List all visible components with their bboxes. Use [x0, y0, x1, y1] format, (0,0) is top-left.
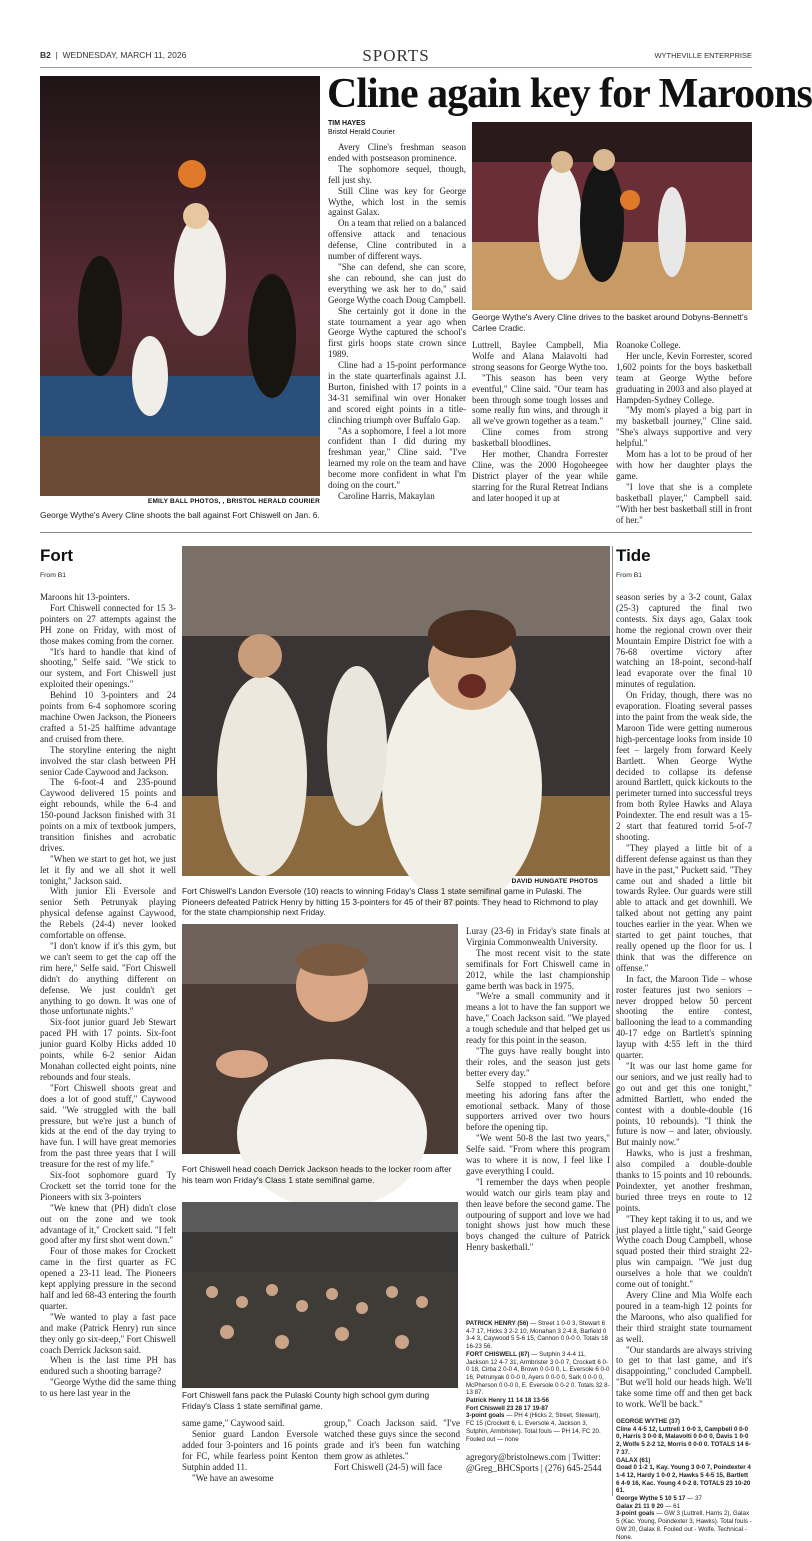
second-photo-caption: George Wythe's Avery Cline drives to the basket around Dobyns-Bennett's Carlee Cradic. — [472, 312, 748, 333]
paragraph: Six-foot sophomore guard Ty Crockett set the torrid tone for the Pioneers with six 3-pointers — [40, 1170, 176, 1202]
paragraph: Her mother, Chandra Forrester Cline, was the 2000 Hogoheegee District player of the year while starring for the Rural Retreat Indians and later hooped it up at — [472, 449, 608, 503]
top-story-column-1 — [328, 142, 466, 522]
paragraph: "We have an awesome — [192, 1472, 274, 1483]
fans-photo — [182, 1202, 458, 1388]
main-photo-credit: EMILY BALL PHOTOS, , BRISTOL HERALD COURIER — [147, 498, 320, 505]
paragraph: "Fort Chiswell shoots great and does a lot of good stuff," Caywood said. "We struggled with the ball pressure, but we're just a bunch of kids at the end of the day trying to have fun. I will have great memories from the past three years that I will treasure for the rest of my life." — [40, 1082, 176, 1170]
fort-main-photo — [182, 546, 610, 876]
coach-photo — [182, 924, 458, 1154]
box-line: 3-point goals — GW 3 (Luttrell, Harris 2), Galax 5 (Kac. Young, Poindexter 3, Hawks). Total fouls - GW 20, Galax 8. Fouled out - Wolfe. Technical - None. — [616, 1510, 752, 1541]
top-story-column-3 — [616, 340, 752, 525]
paragraph: "My mom's played a big part in my basketball journey," Cline said. "She's always supportive and very helpful." — [616, 405, 752, 449]
paragraph: Maroons hit 13-pointers. — [40, 592, 130, 602]
paragraph: "This season has been very eventful," Cline said. "Our team has been through some tough losses and some really fun wins, and through it all we've grown together as a team." — [472, 372, 608, 427]
fort-main-photo-credit: DAVID HUNGATE PHOTOS — [511, 878, 598, 885]
paragraph: "They played a little bit of a different defense against us than they have in the past," Puckett said. "They came out and shaded a little bit towards Rylee. Our guards were still able to attack and get downhill. We talked about not getting any paint touches earlier in the year. When we started to get paint touches, that really opened up the floor for us. I think that was the difference on offense." — [616, 842, 752, 973]
box-line: Galax 21 11 9 20 — 61 — [616, 1502, 681, 1510]
paragraph: She certainly got it done in the state tournament a year ago when George Wythe captured the school's first girls hoops state crown since 1989. — [328, 305, 466, 360]
tide-jump-head: Tide — [616, 546, 651, 565]
paragraph: Her uncle, Kevin Forrester, scored 1,602 points for the boys basketball team at George Wythe before graduating in 2003 and also played at Hampden-Sydney College. — [616, 350, 752, 405]
publication-name: WYTHEVILLE ENTERPRISE — [654, 51, 752, 60]
paragraph: Behind 10 3-pointers and 24 points from 6-4 sophomore scoring machine Owen Jackson, the Pioneers crafted a 51-25 halftime advantage and cruised from there. — [40, 690, 176, 744]
section-divider — [40, 532, 752, 533]
paragraph: "When we start to get hot, we just let it fly and we all shot it well tonight," Jackson said. — [40, 853, 176, 886]
fort-column-4 — [466, 926, 610, 1318]
paragraph: With junior Eli Eversole and senior Seth Petrunyak playing physical defense against Caywood, the Rebels (24-4) never looked comfortable on offense. — [40, 886, 176, 941]
paragraph: The 6-foot-4 and 235-pound Caywood delivered 15 points and eight rebounds, while the 6-4 and 150-pound Jackson finished with 31 points on a mix of textbook jumpers, transition finishes and acrobatic drives. — [40, 777, 176, 853]
paragraph: group," Coach Jackson said. "I've watched these guys since the second grade and it's been fun watching them grow as athletes." — [324, 1418, 460, 1461]
paragraph: Cline comes from strong basketball bloodlines. — [472, 427, 608, 449]
top-story-column-2 — [472, 340, 608, 522]
paragraph: In fact, the Maroon Tide – whose roster features just two seniors – never dropped below 50 percent shooting the entire contest, ballooning the lead to a commanding 40-17 edge on Bartlett's spinning layup with 4:55 left in the third quarter. — [616, 973, 752, 1061]
main-photo-caption: George Wythe's Avery Cline shoots the ball against Fort Chiswell on Jan. 6. — [40, 510, 320, 520]
paragraph: Avery Cline's freshman season ended with postseason prominence. — [328, 142, 466, 163]
paragraph: "It was our last home game for our seniors, and we just really had to go out and get this one tonight," admitted Bartlett, who ended the contest with a double-double (16 points, 10 rebounds). "I think the future is now – and later, obviously. But mainly now." — [616, 1060, 752, 1148]
section-title: SPORTS — [362, 46, 430, 65]
box-line: George Wythe 5 10 5 17 — 37 — [616, 1495, 702, 1503]
box-line: GALAX (61) — [616, 1456, 651, 1464]
paragraph: "We're a small community and it means a lot to have the fan support we have," Coach Jackson said. "We played a tough schedule and that helped get us ready for this point in the season. — [466, 991, 610, 1046]
fort-column-2 — [182, 1418, 318, 1500]
paragraph: Fort Chiswell (24-5) will face — [334, 1461, 443, 1472]
paragraph: "I remember the days when people would watch our girls team play and then leave before the second game. The outpouring of support and love we had tonight shows just how much these boys changed the culture of Patrick Henry basketball." — [466, 1176, 610, 1253]
paragraph: Caroline Harris, Makaylan — [338, 491, 435, 501]
coach-photo-caption: Fort Chiswell head coach Derrick Jackson heads to the locker room after his team won Friday's Class 1 state semifinal game. — [182, 1164, 452, 1185]
paragraph: Avery Cline and Mia Wolfe each poured in a team-high 12 points for the Maroons, who also qualified for their third straight state tournament as well. — [616, 1290, 752, 1344]
paragraph: Roanoke College. — [616, 340, 681, 350]
paragraph: Hawks, who is just a freshman, also compiled a double-double thanks to 15 points and 10 rebounds. Poindexter, yet another freshman, buried three treys en route to 12 points. — [616, 1148, 752, 1213]
paragraph: "We went 50-8 the last two years," Selfe said. "From where this program was to where it is now, I feel like I gave everything I could. — [466, 1133, 610, 1176]
fort-jump-from: From B1 — [40, 572, 67, 579]
page-header — [40, 46, 752, 68]
main-photo — [40, 76, 320, 496]
fort-main-photo-caption: Fort Chiswell's Landon Eversole (10) reacts to winning Friday's Class 1 state semifinal game in Pulaski. The Pioneers defeated Patrick Henry by hitting 15 3-pointers for 45 of their 87 points. They head to Richmond to play for the state championship next Friday. — [182, 886, 599, 918]
box-line: FORT CHISWELL (87) — Sutphin 3 4-4 11, Jackson 12 4-7 31, Armbrister 3 0-0 7, Crockett 6 0-0 18, Cirba 2 0-0 4, Brown 0 0-0 0, L. Eversole 6 0-0 16, Petrunyak 0 0-0 0, Ayers 0 0-0 0, Sark 0 0-0 0, McPherson 0 0-0 0, E. Eversole 0 0-2 0. Totals 32 8-13 87. — [466, 1350, 610, 1397]
fort-jump-head: Fort — [40, 546, 74, 565]
box-line: Goad 0 1-2 1, Kay. Young 3 0-0 7, Poindexter 4 1-4 12, Hardy 1 0-0 2, Hawks 5 4-5 15, Bartlett 6 4-9 16, Kac. Young 4 0-2 8. TOTALS 23 10-20 61. — [616, 1464, 751, 1495]
tide-jump-from: From B1 — [616, 572, 643, 579]
paragraph: Still Cline was key for George Wythe, which lost in the semis against Galax. — [328, 185, 466, 218]
paragraph: "As a sophomore, I feel a lot more confident than I did during my freshman year," Cline said. "I've learned my role on the team and have become more confident in what I'm doing on the court." — [328, 425, 466, 491]
paragraph: "We wanted to play a fast pace and make (Patrick Henry) run since they only go six-deep," Fort Chiswell coach Derrick Jackson said. — [40, 1311, 176, 1355]
paragraph: "George Wythe did the same thing to us here last year in the — [40, 1377, 176, 1399]
box-line: Patrick Henry 11 14 18 13-56 — [466, 1397, 549, 1405]
page-number-date: B2 | WEDNESDAY, MARCH 11, 2026 — [40, 50, 187, 60]
paragraph: "The guys have really bought into their roles, and the season just gets better every day." — [466, 1045, 610, 1078]
paragraph: The storyline entering the night involved the star clash between PH senior Cade Caywood and Jackson. — [40, 744, 176, 777]
paragraph: Six-foot junior guard Jeb Stewart paced PH with 17 points. Six-foot junior guard Kolby Hicks added 10 points, while 6-2 senior Aidan Monahan collected eight points, nine rebounds and four steals. — [40, 1017, 176, 1082]
paragraph: "Our standards are always striving to get to that last game, and it's disappointing," concluded Campbell. "But we'll hold our heads high. We'll take some time off and then get back to work. We'll be back." — [616, 1344, 752, 1410]
box-line: 3-point goals — PH 4 (Hicks 2, Street, Stewart), FC 15 (Crockett 6, L. Eversole 4, Jackson 3, Sutphin, Armbrister). Total fouls — PH 14, FC 20. Fouled out — none — [466, 1412, 601, 1443]
box-line: Cline 4 4-5 12, Luttrell 1 0-0 3, Campbell 0 0-0 0, Harris 3 0-0 8, Malavolti 0 0-0 0, Davis 1 0-0 2, Wolfe 5 2-2 12, Morris 0 0-0 0. TOTALS 14 6-7 37. — [616, 1425, 751, 1456]
tide-column — [616, 592, 752, 1416]
paragraph: Fort Chiswell connected for 15 3-pointers on 27 attempts against the PH zone on Friday, with most of those makes coming from the corner. — [40, 602, 176, 646]
box-line: PATRICK HENRY (56) — Street 1 0-0 3, Stewart 6 4-7 17, Hicks 3 2-2 10, Monahan 3 2-4 8, Barfield 0 3-4 3, Caywood 5 5-6 15, Cannon 0 0-0 0. Totals 18 16-23 56. — [466, 1320, 608, 1351]
paragraph: Luray (23-6) in Friday's state finals at Virginia Commonwealth University. — [466, 926, 610, 947]
paragraph: "We knew that (PH) didn't close out on the zone and we took advantage of it," Crockett said. "I felt good after my first shot went down." — [40, 1202, 176, 1246]
paragraph: same game," Caywood said. — [182, 1418, 285, 1428]
fans-photo-caption: Fort Chiswell fans pack the Pulaski County high school gym during Friday's Class 1 state semifinal game. — [182, 1390, 430, 1411]
box-line: GEORGE WYTHE (37) — [616, 1418, 680, 1425]
paragraph: On a team that relied on a balanced offensive attack and tenacious defense, Cline contributed in a number of different ways. — [328, 218, 466, 262]
byline: TIM HAYES Bristol Herald Courier — [328, 120, 395, 136]
paragraph: "They kept taking it to us, and we just played a little tight," said George Wythe coach Doug Campbell, whose squad posted their third straight 22-plus win campaign. "We just dug ourselves a hole that we couldn't come out of tonight." — [616, 1213, 752, 1290]
column-divider — [612, 546, 613, 1496]
paragraph: When is the last time PH has endured such a shooting barrage? — [40, 1355, 176, 1377]
paragraph: Cline had a 15-point performance in the state quarterfinals against J.I. Burton, finished with 17 points in a 34-31 semifinal win over Honaker and scored eight points in a title-clinching triumph over Buffalo Gap. — [328, 360, 466, 425]
fort-column-3 — [324, 1418, 460, 1500]
paragraph: Senior guard Landon Eversole added four 3-pointers and 16 points for FC, while fearless point Kenton Sutphin added 11. — [182, 1428, 318, 1472]
paragraph: The most recent visit to the state semifinals for Fort Chiswell came in 2012, while the last championship game berth was back in 1975. — [466, 947, 610, 991]
fort-column-1 — [40, 592, 176, 1492]
second-photo — [472, 122, 752, 310]
tide-boxscore — [616, 1418, 752, 1541]
paragraph: Mom has a lot to be proud of her with how her daughter plays the game. — [616, 449, 752, 481]
fort-boxscore — [466, 1320, 610, 1446]
paragraph: "It's hard to handle that kind of shooting," Selfe said. "We stick to our system, and Fort Chiswell just exploited their openings." — [40, 646, 176, 690]
paragraph: "I love that she is a complete basketball player," Campbell said. "With her best basketball still in front of her." — [616, 481, 752, 525]
box-line: Fort Chiswell 23 28 17 19-87 — [466, 1404, 549, 1412]
paragraph: "She can defend, she can score, she can rebound, she can just do everything we ask her to do," said George Wythe coach Doug Campbell. — [328, 261, 466, 305]
paragraph: season series by a 3-2 count, Galax (25-3) captured the final two contests. Six days ago, Galax took home the regional crown over their Mountain Empire District foe with a 76-68 overtime victory after watching an 18-point, second-half lead evaporate over the final 10 minutes of regulation. — [616, 592, 752, 690]
paragraph: Selfe stopped to reflect before meeting his adoring fans after the emotional setback. Many of those supporters arrived over two hours before the opening tip. — [466, 1078, 610, 1133]
paragraph: The sophomore sequel, though, fell just shy. — [328, 163, 466, 185]
paragraph: Four of those makes for Crockett came in the first quarter as FC opened a 23-11 lead. The Pioneers kept applying pressure in the second half and led 68-43 entering the fourth quarter. — [40, 1246, 176, 1311]
paragraph: On Friday, though, there was no evaporation. Floating several passes into the paint from the weak side, the Maroon Tide were getting numerous high-percentage looks from inside 10 feet – largely from forward Keely Bartlett. When George Wythe decided to collapse its defense around Bartlett, quick kickouts to the perimeter turned into successful treys from both Rylee Hawks and Alaya Poindexter. The end result was a 15-2 start that featured torrid 5-of-7 shooting. — [616, 690, 752, 842]
paragraph: Luttrell, Baylee Campbell, Mia Wolfe and Alana Malavolti had strong seasons for George Wythe too. — [472, 340, 608, 372]
author-contact[interactable]: agregory@bristolnews.com | Twitter: @Greg_BHCSports | (276) 645-2544 — [466, 1452, 602, 1473]
paragraph: "I don't know if it's this gym, but we can't seem to get the cap off the rim here," Selfe said. "Fort Chiswell didn't do anything different on defense. We just couldn't get anything to go down. It was one of those unfortunate nights." — [40, 941, 176, 1017]
story-headline: Cline again key for Maroons — [327, 71, 812, 117]
